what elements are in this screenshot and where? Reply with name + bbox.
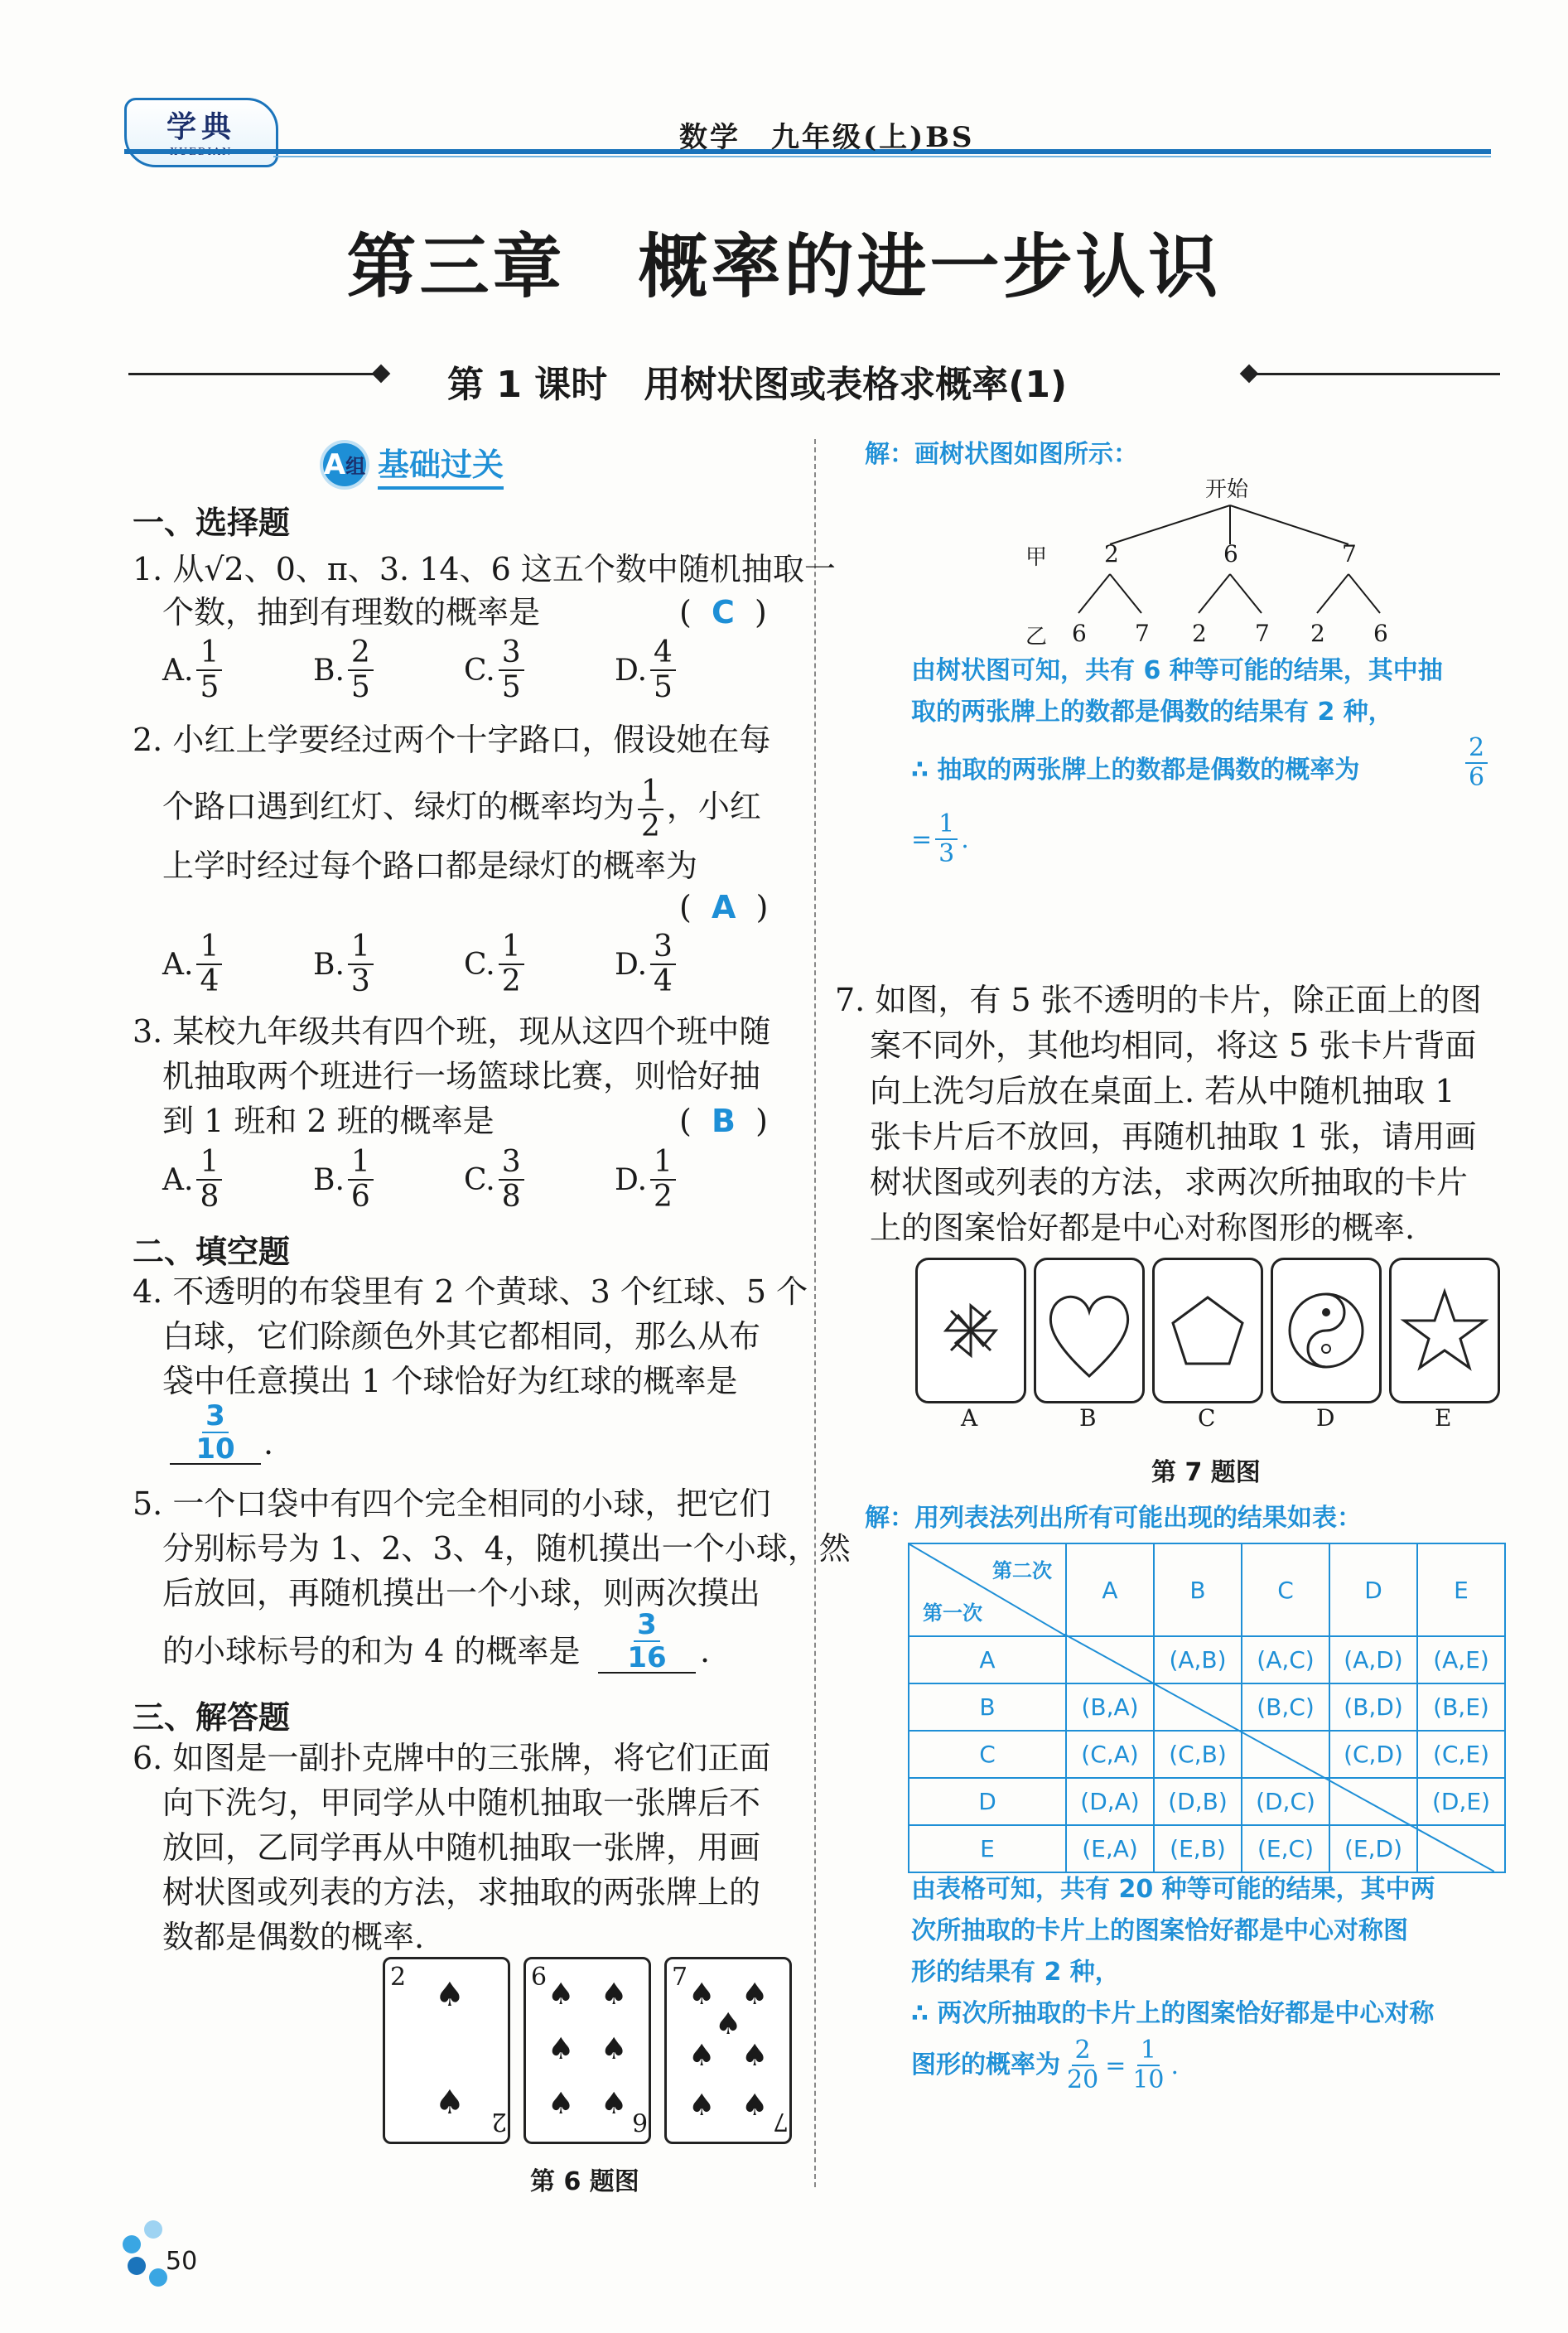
spade-icon: ♠ <box>741 2039 769 2073</box>
spade-icon: ♠ <box>548 2032 575 2066</box>
q5-line2: 分别标号为 1、2、3、4，随机摸出一个小球，然 <box>162 1530 851 1567</box>
sol6-intro: 解：画树状图如图所示： <box>865 440 1138 469</box>
pattern-label: B <box>1079 1404 1097 1432</box>
pattern-card-d <box>1271 1258 1382 1403</box>
table-cell: (C,E) <box>1417 1731 1505 1778</box>
title-rule-left <box>128 373 377 375</box>
sol7-result <box>911 2038 1179 2093</box>
figure-6-caption: 第 6 题图 <box>530 2167 639 2196</box>
table-header-row <box>909 1543 1505 1636</box>
tree-edge <box>1110 505 1230 544</box>
q4-answer <box>170 1399 261 1466</box>
pinwheel-icon <box>918 1260 1024 1401</box>
option-den: 2 <box>654 1180 673 1214</box>
col-header: D <box>1329 1543 1417 1636</box>
row-header: E <box>909 1825 1066 1872</box>
option-den: 5 <box>654 670 673 704</box>
q1-answer-bracket: ( C ) <box>679 594 767 630</box>
tree-edge <box>1317 574 1348 613</box>
page-number: 50 <box>166 2247 198 2276</box>
q6-line1: 6. 如图是一副扑克牌中的三张牌，将它们正面 <box>133 1740 771 1776</box>
tree-l2-node: 6 <box>1072 620 1087 647</box>
tree-root: 开始 <box>1205 477 1249 502</box>
q3-options <box>162 1147 765 1212</box>
tree-edge <box>1199 574 1230 613</box>
sol6-line1: 由树状图可知，共有 6 种等可能的结果，其中抽 <box>911 656 1443 685</box>
table-cell: (A,E) <box>1417 1636 1505 1683</box>
q7-line3: 向上洗匀后放在桌面上. 若从中随机抽取 1 <box>870 1073 1455 1109</box>
q2-line2a: 个路口遇到红灯、绿灯的概率均为 <box>162 788 635 825</box>
q1-option <box>313 635 464 704</box>
pattern-label: E <box>1435 1404 1452 1432</box>
title-rule-right <box>1247 373 1500 375</box>
table-cell: (C,D) <box>1329 1731 1417 1778</box>
option-num: 1 <box>196 932 222 965</box>
card-7-rank: 7 <box>672 1963 688 1992</box>
q3-option <box>162 1147 313 1212</box>
tree-l1-node: 7 <box>1342 540 1357 568</box>
q3-line1: 3. 某校九年级共有四个班，现从这四个班中随 <box>133 1013 771 1050</box>
option-label: D. <box>615 947 648 982</box>
option-den: 8 <box>501 1180 521 1214</box>
q3-option <box>615 1147 765 1212</box>
tree-label-yi: 乙 <box>1025 625 1048 650</box>
group-badge <box>323 439 504 490</box>
q3-answer: B <box>711 1103 736 1139</box>
option-label: B. <box>313 947 345 982</box>
q3-option <box>464 1147 615 1212</box>
table-cell: (A,D) <box>1329 1636 1417 1683</box>
table-diagonal <box>1064 1634 1494 1872</box>
group-title: 基础过关 <box>378 439 504 490</box>
sol7-f1-num: 2 <box>1072 2038 1094 2066</box>
spade-icon: ♠ <box>435 1976 465 2014</box>
q4-period: . <box>263 1425 274 1461</box>
option-num: 3 <box>650 932 676 965</box>
q7-line1: 7. 如图，有 5 张不透明的卡片，除正面上的图 <box>835 982 1482 1018</box>
option-label: D. <box>615 653 648 688</box>
table-cell: (B,E) <box>1417 1683 1505 1731</box>
pattern-card-a <box>915 1258 1026 1403</box>
col-header: A <box>1066 1543 1154 1636</box>
spade-icon: ♠ <box>601 2032 628 2066</box>
q2-line2 <box>162 777 761 842</box>
spade-icon: ♠ <box>601 1978 628 2012</box>
option-label: C. <box>464 947 495 982</box>
table-cell: (B,D) <box>1329 1683 1417 1731</box>
sol7-line5: 图形的概率为 <box>911 2050 1060 2079</box>
option-num: 1 <box>348 1147 374 1181</box>
col-header: C <box>1242 1543 1329 1636</box>
playing-card-7 <box>664 1957 792 2144</box>
sol7-line1: 由表格可知，共有 20 种等可能的结果，其中两 <box>911 1875 1435 1904</box>
q6-line2: 向下洗匀，甲同学从中随机抽取一张牌后不 <box>162 1785 761 1821</box>
q4-line1: 4. 不透明的布袋里有 2 个黄球、3 个红球、5 个 <box>133 1273 808 1310</box>
card-2-rank: 2 <box>390 1963 407 1992</box>
sol7-f2-num: 1 <box>1137 2038 1160 2066</box>
q4-ans-num: 3 <box>202 1402 229 1433</box>
tree-l2-node: 7 <box>1255 620 1270 647</box>
table-cell: (A,B) <box>1154 1636 1242 1683</box>
q3-line3: 到 1 班和 2 班的概率是 <box>162 1103 495 1139</box>
q3-line2: 机抽取两个班进行一场篮球比赛，则恰好抽 <box>162 1058 761 1094</box>
section-choice: 一、选择题 <box>133 505 291 541</box>
option-den: 5 <box>501 670 521 704</box>
spade-icon: ♠ <box>601 2087 628 2121</box>
q2-option <box>615 932 765 997</box>
playing-card-2 <box>383 1957 510 2144</box>
q2-option <box>464 932 615 997</box>
figure-7-caption: 第 7 题图 <box>1151 1458 1261 1487</box>
playing-card-6 <box>523 1957 651 2144</box>
q2-line2b: ，小红 <box>666 788 761 825</box>
q5-line4: 的小球标号的和为 4 的概率是 <box>162 1633 581 1669</box>
option-label: B. <box>313 1162 345 1197</box>
q4-ans-den: 10 <box>195 1432 235 1466</box>
pattern-card-b <box>1034 1258 1145 1403</box>
group-suffix: 组 <box>345 455 366 478</box>
tree-l1-node: 2 <box>1104 540 1119 568</box>
option-label: B. <box>313 653 345 688</box>
spade-icon: ♠ <box>548 1978 575 2012</box>
sol7-line4: ∴ 两次所抽取的卡片上的图案恰好都是中心对称 <box>911 1999 1435 2028</box>
table-cell: (C,A) <box>1066 1731 1154 1778</box>
option-label: A. <box>162 1162 194 1197</box>
q1-option <box>464 635 615 704</box>
q3-option <box>313 1147 464 1212</box>
row-header: D <box>909 1778 1066 1825</box>
tree-l2-node: 6 <box>1373 620 1388 647</box>
table-cell: (C,B) <box>1154 1731 1242 1778</box>
q2-option <box>162 932 313 997</box>
q6-line3: 放回，乙同学再从中随机抽取一张牌，用画 <box>162 1829 761 1866</box>
sol7-f2-den: 10 <box>1132 2065 1165 2094</box>
tree-l2-node: 2 <box>1310 620 1325 647</box>
spade-icon: ♠ <box>688 2089 716 2123</box>
tree-l1-node: 6 <box>1223 540 1238 568</box>
table-cell: (E,A) <box>1066 1825 1154 1872</box>
option-label: A. <box>162 947 194 982</box>
column-divider <box>814 439 816 2187</box>
sol6-result: = $\frac{1}{3}$ . <box>911 809 969 868</box>
q2-answer-bracket: ( A ) <box>679 889 769 925</box>
option-num: 3 <box>499 638 524 671</box>
pattern-card-c <box>1152 1258 1263 1403</box>
row-header: B <box>909 1683 1066 1731</box>
col-header: E <box>1417 1543 1505 1636</box>
sol6-f2-den: 3 <box>938 839 955 868</box>
card-2-rank-bottom: 2 <box>491 2107 508 2136</box>
q2-frac-num: 1 <box>638 777 663 810</box>
spade-icon: ♠ <box>435 2084 465 2122</box>
option-den: 2 <box>501 964 521 998</box>
option-den: 3 <box>350 964 370 998</box>
option-num: 3 <box>499 1147 524 1181</box>
table-cell: (D,C) <box>1242 1778 1329 1825</box>
option-label: C. <box>464 653 495 688</box>
q7-line4: 张卡片后不放回，再随机抽取 1 张，请用画 <box>870 1118 1477 1155</box>
option-den: 8 <box>200 1180 220 1214</box>
publisher-logo <box>124 98 278 167</box>
table-cell: (E,C) <box>1242 1825 1329 1872</box>
sol6-line2: 取的两张牌上的数都是偶数的结果有 2 种， <box>911 698 1393 727</box>
card-6-rank: 6 <box>531 1963 548 1992</box>
corner-top: 第二次 <box>992 1559 1052 1582</box>
spade-icon: ♠ <box>688 1978 716 2012</box>
q2-line1: 2. 小红上学要经过两个十字路口，假设她在每 <box>133 722 771 758</box>
q7-line2: 案不同外，其他均相同，将这 5 张卡片背面 <box>870 1027 1477 1064</box>
tree-edge <box>1230 505 1348 544</box>
q5-line1: 5. 一个口袋中有四个完全相同的小球，把它们 <box>133 1485 771 1522</box>
q2-answer: A <box>711 889 736 925</box>
option-num: 1 <box>348 932 374 965</box>
q3-answer-bracket: ( B ) <box>679 1103 768 1139</box>
option-label: C. <box>464 1162 495 1197</box>
header-subject: 数学 九年级(上)BS <box>679 121 975 154</box>
table-cell: (D,E) <box>1417 1778 1505 1825</box>
card-6-rank-bottom: 6 <box>632 2107 649 2136</box>
option-den: 6 <box>350 1180 370 1214</box>
option-den: 4 <box>654 964 673 998</box>
option-num: 1 <box>650 1147 676 1181</box>
tree-edge <box>1110 574 1141 613</box>
table-cell: (E,B) <box>1154 1825 1242 1872</box>
option-label: A. <box>162 653 194 688</box>
sol7-intro: 解：用列表法列出所有可能出现的结果如表： <box>865 1504 1362 1533</box>
sol6-f2-num: 1 <box>935 812 958 840</box>
pattern-label: A <box>961 1404 978 1432</box>
corner-bottom: 第一次 <box>923 1601 982 1625</box>
star-icon <box>1392 1260 1498 1401</box>
option-den: 4 <box>200 964 220 998</box>
q7-line5: 树状图或列表的方法，求两次所抽取的卡片 <box>870 1164 1469 1200</box>
logo-text: 学典 <box>166 109 236 144</box>
sol6-f1-num: 2 <box>1465 736 1488 764</box>
yin-yang-icon <box>1273 1260 1379 1401</box>
tree-edge <box>1078 574 1110 613</box>
header-rule-thin <box>273 156 1491 157</box>
q2-frac-den: 2 <box>641 809 660 843</box>
sol7-end: . <box>1170 2050 1180 2080</box>
q1-option <box>162 635 313 704</box>
option-num: 2 <box>348 638 374 671</box>
sol7-eq: = <box>1105 2050 1127 2080</box>
row-header: C <box>909 1731 1066 1778</box>
section-fill: 二、填空题 <box>133 1234 291 1270</box>
pattern-label: C <box>1198 1404 1216 1432</box>
table-cell: (D,B) <box>1154 1778 1242 1825</box>
option-num: 1 <box>499 932 524 965</box>
heart-icon <box>1036 1260 1142 1401</box>
row-header: A <box>909 1636 1066 1683</box>
q2-options <box>162 932 765 997</box>
sol6-fraction-1 <box>1462 733 1491 792</box>
tree-l2-node: 7 <box>1135 620 1150 647</box>
option-label: D. <box>615 1162 648 1197</box>
chapter-title: 第三章 概率的进一步认识 <box>346 226 1222 307</box>
q4-line3: 袋中任意摸出 1 个球恰好为红球的概率是 <box>162 1363 738 1399</box>
lesson-title: 第 1 课时 用树状图或表格求概率(1) <box>447 364 1068 406</box>
spade-icon: ♠ <box>741 1978 769 2012</box>
q5-answer <box>598 1608 696 1674</box>
spade-icon: ♠ <box>715 2007 742 2041</box>
table-cell: (D,A) <box>1066 1778 1154 1825</box>
q2-option <box>313 932 464 997</box>
table-cell: (B,A) <box>1066 1683 1154 1731</box>
pattern-card-e <box>1389 1258 1500 1403</box>
q1-option <box>615 635 765 704</box>
pentagon-icon <box>1155 1260 1261 1401</box>
q5-ans-den: 16 <box>627 1641 667 1674</box>
option-num: 1 <box>196 638 222 671</box>
q6-line5: 数都是偶数的概率. <box>162 1919 425 1955</box>
card-7-rank-bottom: 7 <box>773 2107 789 2136</box>
sol6-line3: ∴ 抽取的两张牌上的数都是偶数的概率为 <box>911 756 1360 785</box>
q1-options <box>162 635 765 704</box>
q5-line3: 后放回，再随机摸出一个小球，则两次摸出 <box>162 1575 761 1611</box>
col-header: B <box>1154 1543 1242 1636</box>
title-diamond-left <box>372 365 391 384</box>
tree-label-jia: 甲 <box>1025 545 1048 570</box>
tree-edge <box>1230 574 1262 613</box>
spade-icon: ♠ <box>548 2087 575 2121</box>
sol7-line3: 形的结果有 2 种， <box>911 1958 1120 1987</box>
q2-line3: 上学时经过每个路口都是绿灯的概率为 <box>162 848 698 884</box>
tree-edge <box>1348 574 1380 613</box>
spade-icon: ♠ <box>741 2089 769 2123</box>
spade-icon: ♠ <box>688 2039 716 2073</box>
sol7-f1-den: 20 <box>1067 2065 1099 2094</box>
option-den: 5 <box>350 670 370 704</box>
section-answer: 三、解答题 <box>133 1699 291 1736</box>
pattern-label: D <box>1316 1404 1335 1432</box>
q5-period: . <box>700 1633 711 1669</box>
q4-line2: 白球，它们除颜色外其它都相同，那么从布 <box>162 1318 761 1355</box>
sol6-f1-den: 6 <box>1469 763 1485 792</box>
q7-line6: 上的图案恰好都是中心对称图形的概率. <box>870 1210 1416 1246</box>
table-cell: (E,D) <box>1329 1825 1417 1872</box>
option-den: 5 <box>200 670 220 704</box>
option-num: 1 <box>196 1147 222 1181</box>
table-cell: (B,C) <box>1242 1683 1329 1731</box>
tree-l2-node: 2 <box>1192 620 1207 647</box>
q6-line4: 树状图或列表的方法，求抽取的两张牌上的 <box>162 1874 761 1910</box>
q5-ans-num: 3 <box>634 1611 660 1642</box>
q1-line2: 个数，抽到有理数的概率是 <box>162 594 541 630</box>
sol7-line2: 次所抽取的卡片上的图案恰好都是中心对称图 <box>911 1916 1408 1945</box>
q1-line1: 1. 从√2、0、π、3. 14、6 这五个数中随机抽取一 <box>133 551 836 587</box>
table-corner-cell <box>909 1543 1066 1636</box>
table-cell: (A,C) <box>1242 1636 1329 1683</box>
option-num: 4 <box>650 638 676 671</box>
q1-answer: C <box>711 594 735 630</box>
group-letter: A <box>323 447 346 481</box>
sol6-eq: = <box>911 824 933 854</box>
